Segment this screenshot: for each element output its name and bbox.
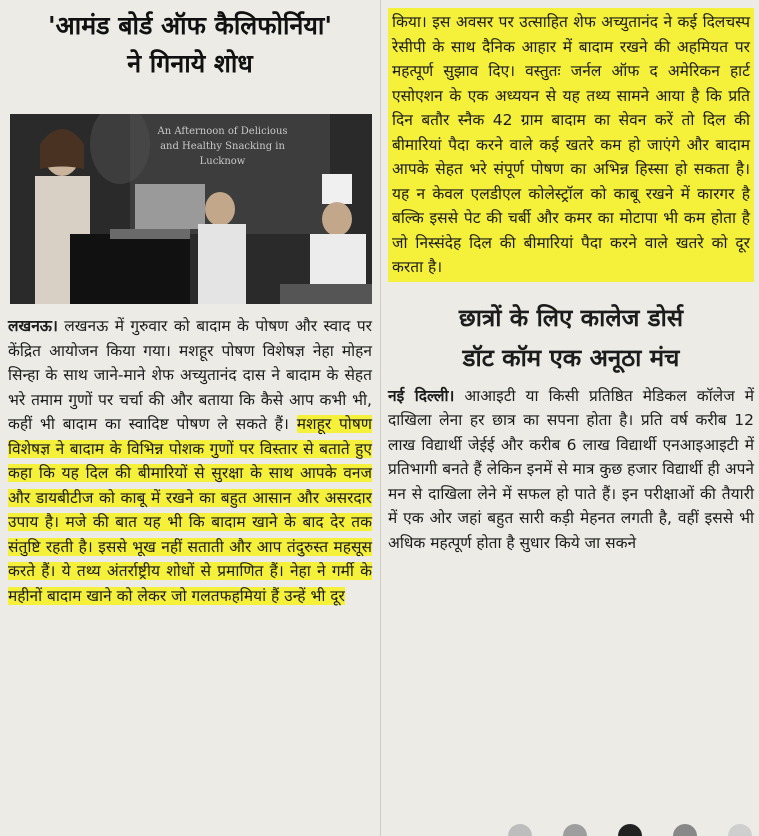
article1-continued-block	[388, 8, 754, 282]
article1-headline-line1: 'आमंड बोर्ड ऑफ कैलिफोर्निया'	[48, 11, 332, 40]
article1-continued-text: किया। इस अवसर पर उत्साहित शेफ अच्युतानंद ने कई दिलचस्प रेसीपी के साथ दैनिक आहार में बादाम रखने की अहमियत पर महत्पूर्ण सुझाव दिए। वस्तुतः जर्नल ऑफ द अमेरिकन हार्ट एसोएशन के एक अध्ययन से यह तथ्य सामने आया है कि प्रति दिन बतौर स्नैक 42 ग्राम बादाम का सेवन करें तो दिल की बीमारियां पैदा करने वाले कई खतरे कम हो जाएंगे और बादाम आपके सेहत भरे संपूर्ण पोषण का अभिन्न हिस्सा हो सकता है। यह न केवल एलडीएल कोलेस्ट्रॉल को काबू रखने में कारगर है बल्कि इससे पेट की चर्बी और कमर का मोटापा भी कम होता है जो निस्संदेह दिल की बीमारियां पैदा करने वाले खतरे को दूर करता है।	[392, 13, 750, 276]
article1-text-highlighted: मशहूर पोषण विशेषज्ञ ने बादाम के विभिन्न पोशक गुणों पर विस्तार से बताते हुए कहा कि यह दिल की बीमारियों से सुरक्षा के साथ आपके वनज और डायबीटीज को काबू में रखने का बहुत आसान और असरदार उपाय है। मजे की बात यह भी कि बादाम खाने के बाद देर तक संतुष्टि रहती है। इससे भूख नहीं सताती और आप तंदुरुस्त महसूस करते हैं। ये तथ्य अंतर्राष्ट्रीय शोधों से प्रमाणित हैं। नेहा ने गर्मी के महीनों बादाम खाने को लेकर जो गलतफहमियां हैं उन्हें भी दूर	[8, 415, 372, 605]
photo-banner-text: An Afternoon of Delicious and Healthy Snacking in Lucknow	[157, 126, 288, 167]
article-almond-left-column	[4, 6, 376, 832]
article1-dateline: लखनऊ।	[8, 317, 58, 335]
article2-body-text: आआइटी या किसी प्रतिष्ठित मेडिकल कॉलेज में दाखिला लेना हर छात्र का सपना होता है। प्रति वर्ष करीब 12 लाख विद्यार्थी जेईई और करीब 6 लाख विद्यार्थी एनआइआइटी में प्रतिभागी बनते हैं लेकिन इनमें से मात्र कुछ हजार विद्यार्थी ही अपने मन से दाखिला लेने में सफल हो पाते हैं। इन परीक्षाओं की तैयारी में एक ओर जहां बहुत सारी कड़ी मेहनत लगती है, वहीं इससे भी अधिक महत्पूर्ण होता है सुधार किये जा सकने	[388, 386, 754, 552]
article2-headline-line2: डॉट कॉम एक अनूठा मंच	[462, 343, 680, 372]
article-right-column	[388, 6, 754, 832]
article1-body	[8, 314, 372, 608]
article1-headline-line2: ने गिनाये शोध	[127, 49, 253, 78]
article1-paragraph	[8, 314, 372, 608]
article2	[388, 298, 754, 556]
article1-text-plain: लखनऊ में गुरुवार को बादाम के पोषण और स्वाद पर केंद्रित आयोजन किया गया। मशहूर पोषण विशेषज्ञ नेहा मोहन सिन्हा के साथ जाने-माने शेफ अच्युतानंद दास ने बादाम के सेहत भरे तमाम गुणों पर चर्चा की और बताया कि कैसे आप कभी भी, कहीं भी बादाम का स्वादिष्ट पोषण ले सकते हैं।	[8, 317, 372, 433]
decorative-dots-svg	[500, 820, 759, 836]
article2-headline-line1: छात्रों के लिए कालेज डोर्स	[458, 303, 684, 332]
column-separator	[380, 0, 381, 836]
article2-paragraph	[388, 384, 754, 556]
article2-dateline: नई दिल्ली।	[388, 386, 455, 405]
decorative-dots	[500, 820, 759, 836]
event-photo	[10, 114, 372, 304]
